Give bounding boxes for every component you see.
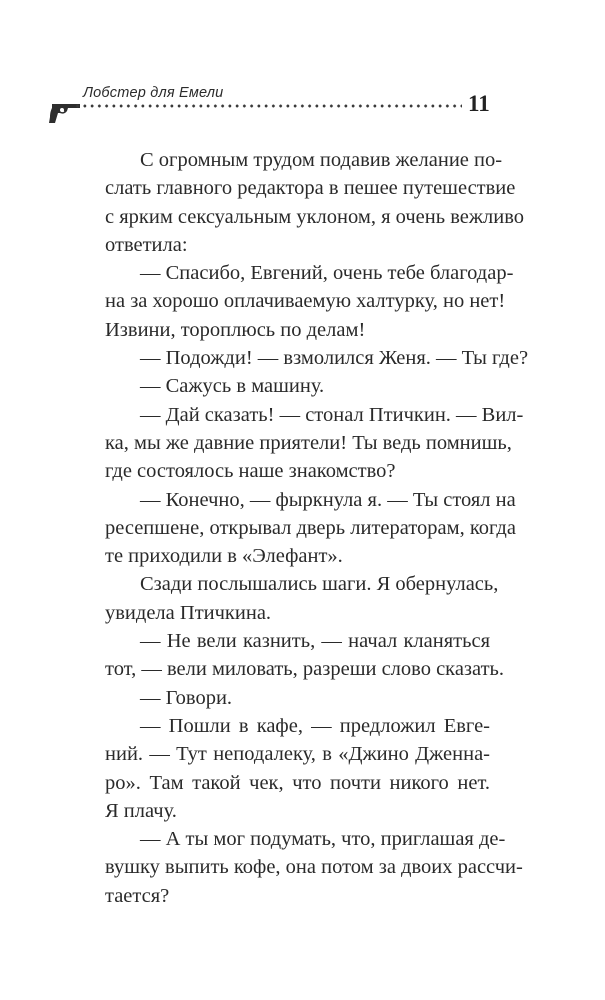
- paragraph: [70, 401, 524, 486]
- paragraph: [70, 684, 490, 712]
- text-line: вушку выпить кофе, она потом за двоих рассчи-: [105, 856, 523, 879]
- paragraph: [70, 146, 525, 259]
- body-text: [70, 146, 529, 910]
- paragraph: [70, 570, 499, 627]
- paragraph: [70, 486, 516, 571]
- text-line: — А ты мог подумать, что, приглашая де-: [140, 828, 506, 851]
- paragraph: [70, 712, 490, 825]
- text-line: Сзади послышались шаги. Я обернулась,: [140, 573, 499, 596]
- text-line: тот, — вели миловать, разреши слово сказать.: [105, 658, 505, 681]
- text-line: ка, мы же давние приятели! Ты ведь помнишь,: [105, 431, 512, 454]
- text-line: на за хорошо оплачиваемую халтурку, но нет!: [105, 290, 506, 313]
- paragraph: [70, 825, 523, 910]
- text-line: ресепшене, открывал дверь литераторам, когда: [105, 516, 516, 539]
- text-line: — Спасибо, Евгений, очень тебе благодар-: [140, 262, 514, 285]
- text-line: слать главного редактора в пешее путешествие: [105, 177, 516, 200]
- text-line: ответила:: [105, 233, 188, 256]
- text-line: ро». Там такой чек, что почти никого нет.: [105, 771, 490, 794]
- text-line: где состоялось наше знакомство?: [105, 460, 396, 483]
- text-line: — Сажусь в машину.: [140, 375, 325, 398]
- text-line: — Не вели казнить, — начал кланяться: [140, 630, 490, 653]
- text-line: увидела Птичкина.: [105, 601, 272, 624]
- text-line: — Пошли в кафе, — предложил Евге-: [140, 714, 490, 737]
- running-head: [48, 80, 493, 120]
- paragraph: [70, 259, 514, 344]
- text-line: — Дай сказать! — стонал Птичкин. — Вил-: [140, 403, 524, 426]
- paragraph: [70, 627, 505, 684]
- text-line: ний. — Тут неподалеку, в «Джино Дженна-: [105, 743, 490, 766]
- text-line: — Подожди! — взмолился Женя. — Ты где?: [140, 347, 529, 370]
- text-line: — Говори.: [140, 686, 233, 709]
- text-line: Извини, тороплюсь по делам!: [105, 318, 366, 341]
- page-number: 11: [468, 91, 490, 116]
- paragraph: [70, 344, 529, 372]
- book-title: Лобстер для Емели: [83, 85, 224, 101]
- text-line: Я плачу.: [105, 799, 177, 822]
- paragraph: [70, 372, 490, 400]
- text-line: с ярким сексуальным уклоном, я очень вежливо: [105, 205, 525, 228]
- text-line: — Конечно, — фыркнула я. — Ты стоял на: [140, 488, 516, 511]
- text-line: те приходили в «Элефант».: [105, 545, 343, 568]
- dotted-leader: [74, 104, 462, 108]
- text-line: С огромным трудом подавив желание по-: [140, 149, 503, 171]
- text-line: тается?: [105, 884, 170, 907]
